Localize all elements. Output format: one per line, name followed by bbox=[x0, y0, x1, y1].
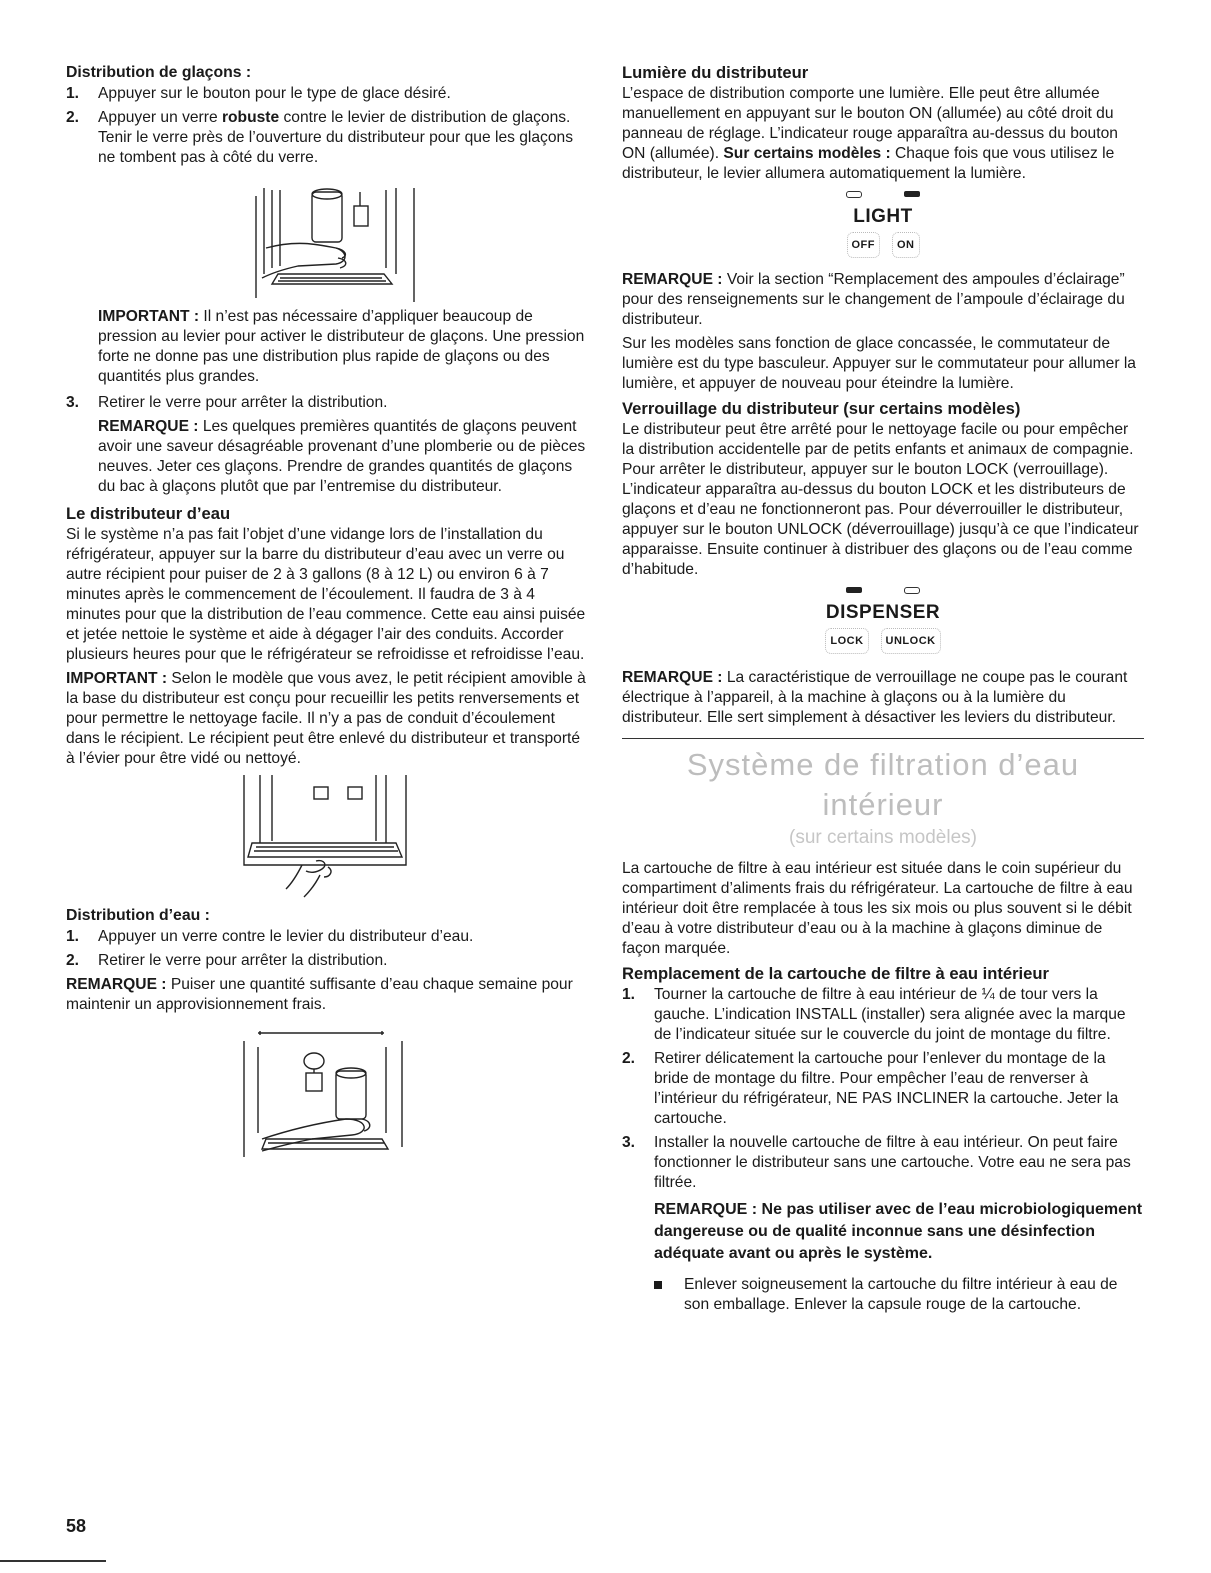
water-step-1: 1. Appuyer un verre contre le levier du distributeur d’eau. bbox=[66, 928, 474, 945]
replace-step-1: 1. Tourner la cartouche de filtre à eau intérieur de ¼ de tour vers la gauche. L’indication INSTALL (installer) sera alignée avec la marque de l’indicateur située sur le couvercle du joint de montage du filtre. bbox=[622, 986, 1126, 1043]
filter-paragraph: La cartouche de filtre à eau intérieur est située dans le coin supérieur du compartiment d’aliments frais du réfrigérateur. La cartouche de filtre à eau intérieur doit être remplacée à tous les six mois ou plus souvent si le débit d’eau à votre distributeur d’eau ou à la machine à glaçons diminue de façon marquée. bbox=[622, 860, 1133, 957]
replace-step-2: 2. Retirer délicatement la cartouche pour l’enlever du montage de la bride de montage du filtre. Pour empêcher l’eau de renverser à l’intérieur du réfrigérateur, NE PAS INCLINER la cartouche. Jeter la cartouche. bbox=[622, 1050, 1119, 1127]
important-note-1: IMPORTANT : Il n’est pas nécessaire d’appliquer beaucoup de pression au levier pour activer le distributeur de glaçons. Une pression forte ne donne pas une distribution plus rapide de glaçons ou des quantités plus grandes. bbox=[98, 308, 585, 385]
water-heading: Le distributeur d’eau bbox=[66, 504, 231, 523]
replace-heading: Remplacement de la cartouche de filtre à eau intérieur bbox=[622, 964, 1049, 983]
ice-step-2: 2. Appuyer un verre robuste contre le levier de distribution de glaçons. Tenir le verre près de l’ouverture du distributeur pour que les glaçons ne tombent pas à côté du verre. bbox=[66, 109, 573, 166]
dispenser-control-panel bbox=[622, 584, 1144, 654]
section-divider bbox=[622, 738, 1144, 739]
off-indicator bbox=[846, 191, 862, 198]
light-off-button[interactable]: OFF bbox=[847, 232, 881, 258]
light-heading: Lumière du distributeur bbox=[622, 63, 809, 82]
light-control-panel bbox=[622, 188, 1144, 258]
left-column bbox=[66, 62, 588, 1163]
ice-step-1: 1. Appuyer sur le bouton pour le type de glace désiré. bbox=[66, 85, 451, 102]
filter-section-subbanner: (sur certains modèles) bbox=[789, 827, 977, 848]
right-column bbox=[622, 62, 1144, 1315]
drip-tray-illustration bbox=[66, 773, 588, 901]
lock-heading: Verrouillage du distributeur (sur certains modèles) bbox=[622, 399, 1021, 418]
lock-paragraph: Le distributeur peut être arrêté pour le nettoyage facile ou pour empêcher la distribution accidentelle par de petits enfants et animaux de compagnie. Pour arrêter le distributeur, appuyer sur le bouton LOCK (verrouillage). L’indicateur apparaîtra au-dessus du bouton LOCK et les distributeurs de glaçons et d’eau ne fonctionneront pas. Pour déverrouiller le distributeur, appuyer sur le bouton UNLOCK (déverrouillage) jusqu’à ce que l’indicateur apparaisse. Ensuite continuer à distribuer des glaçons ou de l’eau comme d’habitude. bbox=[622, 421, 1139, 578]
replace-step-3: 3. Installer la nouvelle cartouche de filtre à eau intérieur. On peut faire fonctionner le distributeur sans une cartouche. Votre eau ne sera pas filtrée. bbox=[622, 1134, 1131, 1191]
list-item: Enlever soigneusement la cartouche du filtre intérieur à eau de son emballage. Enlever la capsule rouge de la cartouche. bbox=[622, 1275, 1144, 1315]
lock-indicator bbox=[846, 587, 862, 593]
remarque-note-5: REMARQUE : Ne pas utiliser avec de l’eau microbiologiquement dangereuse ou de qualité inconnue sans une désinfection adéquate avant ou après le système. bbox=[654, 1201, 1143, 1262]
ice-heading: Distribution de glaçons : bbox=[66, 64, 252, 81]
footer-rule bbox=[0, 1560, 106, 1562]
remarque-note-4: REMARQUE : La caractéristique de verrouillage ne coupe pas le courant électrique à l’appareil, à la machine à glaçons ou à la lumière du distributeur. Elle sert simplement à désactiver les leviers du distributeur. bbox=[622, 669, 1128, 726]
water-step-2: 2. Retirer le verre pour arrêter la distribution. bbox=[66, 952, 388, 969]
on-indicator bbox=[904, 191, 920, 197]
rocker-paragraph: Sur les modèles sans fonction de glace concassée, le commutateur de lumière est du type basculeur. Appuyer sur le commutateur pour allumer la lumière, et appuyer de nouveau pour éteindre la lumière. bbox=[622, 335, 1136, 392]
water-paragraph: Si le système n’a pas fait l’objet d’une vidange lors de l’installation du réfrigérateur, appuyer sur la barre du distributeur d’eau avec un verre ou autre récipient pour puiser de 2 à 3 gallons (8 à 12 L) ou environ 6 à 7 minutes après le commencement de l’écoulement. Il faudra de 3 à 4 minutes pour que la distribution de l’eau commence. Cette eau ainsi puisée et jetée nettoie le système et aide à dégager l’air des conduits. Accorder plusieurs heures pour que le réfrigérateur se refroidisse et refroidisse l’eau. bbox=[66, 526, 586, 663]
filter-section-banner: Système de filtration d’eau intérieur bbox=[686, 747, 1080, 822]
bullet-icon bbox=[654, 1281, 662, 1289]
remarque-note-3: REMARQUE : Voir la section “Remplacement des ampoules d’éclairage” pour des renseignements sur le changement de l’ampoule d’éclairage du distributeur. bbox=[622, 271, 1125, 328]
unlock-indicator bbox=[904, 587, 920, 594]
light-on-button[interactable]: ON bbox=[892, 232, 920, 258]
water-dispenser-illustration bbox=[66, 1023, 588, 1163]
light-panel-title: LIGHT bbox=[853, 206, 913, 227]
ice-dispenser-illustration bbox=[66, 178, 588, 303]
remarque-note-2: REMARQUE : Puiser une quantité suffisante d’eau chaque semaine pour maintenir un approvisionnement frais. bbox=[66, 976, 573, 1013]
page-number: 58 bbox=[66, 1516, 87, 1536]
dispenser-panel-title: DISPENSER bbox=[825, 602, 941, 623]
water-distribution-heading: Distribution d’eau : bbox=[66, 907, 210, 924]
light-paragraph: L’espace de distribution comporte une lumière. Elle peut être allumée manuellement en appuyant sur le bouton ON (allumée) au côté droit du panneau de réglage. L’indicateur rouge apparaîtra au-dessus du bouton ON (allumée). Sur certains modèles : Chaque fois que vous utilisez le distributeur, le levier allumera automatiquement la lumière. bbox=[622, 85, 1118, 182]
unlock-button[interactable]: UNLOCK bbox=[881, 628, 941, 654]
important-note-2: IMPORTANT : Selon le modèle que vous avez, le petit récipient amovible à la base du distributeur est conçu pour recueillir les petits renversements et pour permettre le nettoyage facile. Il n’y a pas de conduit d’écoulement dans le récipient. Le récipient peut être enlevé du distributeur et transporté à l’évier pour être vidé ou nettoyé. bbox=[66, 670, 586, 767]
remarque-note-1: REMARQUE : Les quelques premières quantités de glaçons peuvent avoir une saveur désagréable provenant d’une plomberie ou de pièces neuves. Jeter ces glaçons. Prendre de grandes quantités de glaçons du bac à glaçons plutôt que par l’entremise du distributeur. bbox=[98, 418, 586, 495]
ice-step-3: 3. Retirer le verre pour arrêter la distribution. bbox=[66, 394, 388, 411]
lock-button[interactable]: LOCK bbox=[825, 628, 868, 654]
